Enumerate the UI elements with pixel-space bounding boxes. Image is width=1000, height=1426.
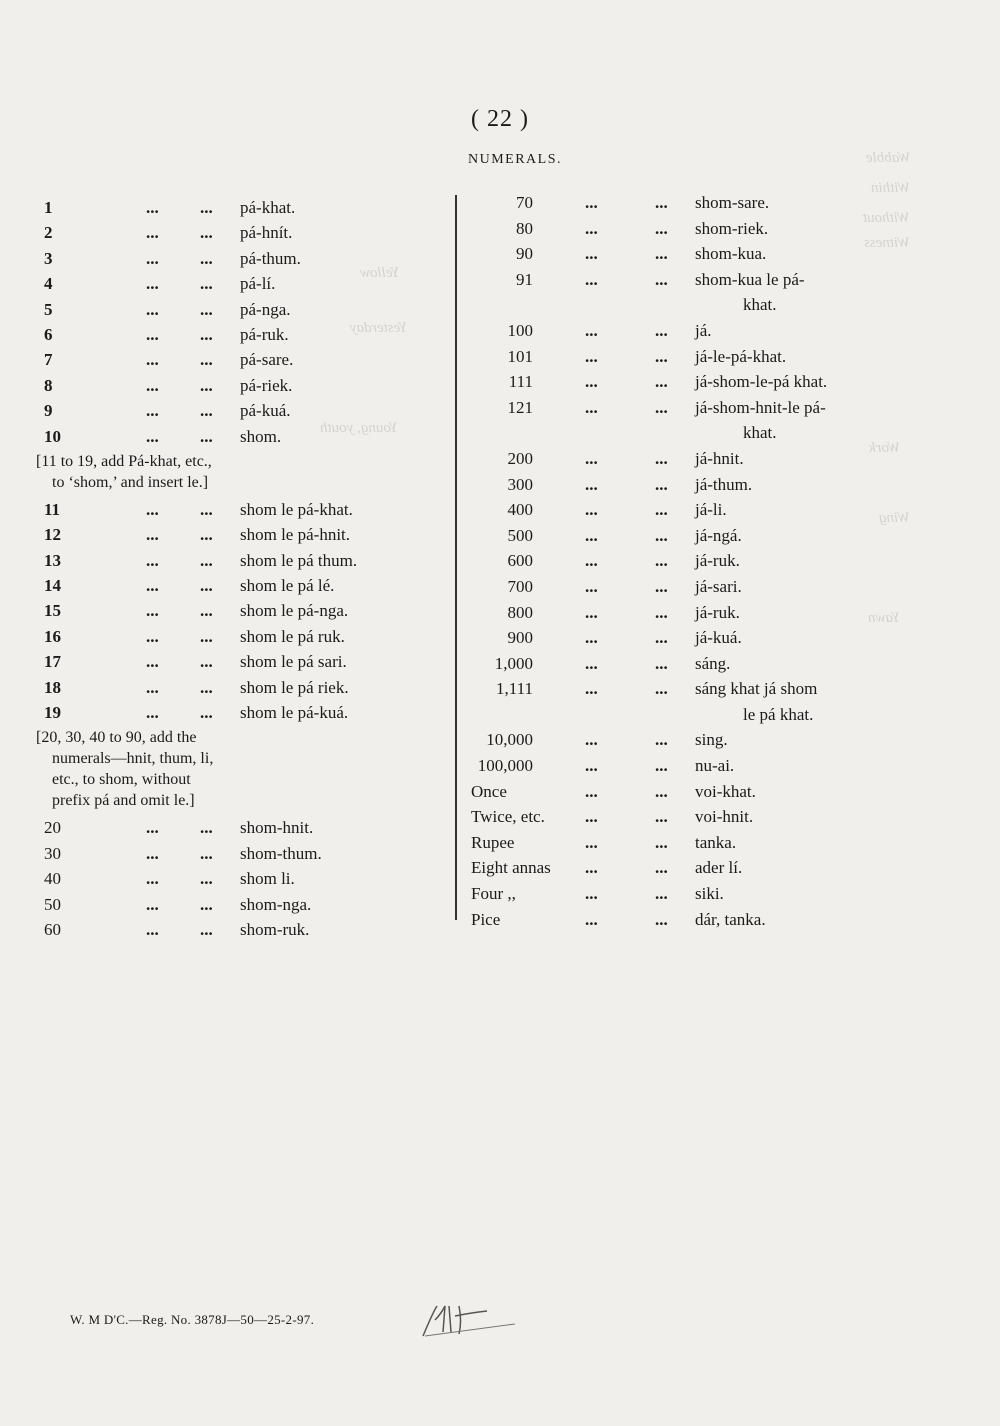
right-numeral-row	[465, 574, 895, 600]
leader-dots: ...	[146, 375, 159, 395]
numeral-label: 13	[44, 550, 61, 570]
numeral-label: 10	[44, 426, 61, 446]
leader-dots: ...	[655, 730, 668, 750]
leader-dots: ...	[200, 324, 213, 344]
numeral-translation: já-thum.	[695, 474, 753, 494]
leader-dots: ...	[585, 653, 598, 673]
right-numeral-row	[465, 267, 895, 293]
leader-dots: ...	[146, 894, 159, 914]
printer-imprint: W. M D'C.—Reg. No. 3878J—50—25-2-97.	[70, 1312, 315, 1327]
numeral-label: 600	[507, 551, 533, 571]
leader-dots: ...	[200, 525, 213, 545]
numeral-label: 700	[507, 576, 533, 596]
leader-dots: ...	[146, 703, 159, 723]
numeral-translation: sáng.	[695, 653, 731, 673]
numeral-translation: ader lí.	[695, 858, 743, 878]
numeral-label: Eight annas	[471, 858, 551, 878]
leader-dots: ...	[200, 601, 213, 621]
right-numeral-row	[465, 779, 895, 805]
numeral-label: Twice, etc.	[471, 807, 545, 827]
leader-dots: ...	[146, 576, 159, 596]
numeral-label: 2	[44, 223, 53, 243]
leader-dots: ...	[200, 223, 213, 243]
numeral-translation: shom le pá lé.	[240, 576, 335, 596]
left-numeral-row	[30, 322, 450, 347]
numeral-translation: pá-khat.	[240, 198, 296, 217]
numeral-label: 1,111	[496, 679, 533, 699]
numeral-label: 900	[507, 628, 533, 648]
numeral-label: 800	[507, 602, 533, 622]
leader-dots: ...	[585, 679, 598, 699]
leader-dots: ...	[655, 244, 668, 264]
bleed-through-text: Witness	[864, 235, 910, 251]
leader-dots: ...	[655, 193, 668, 212]
leader-dots: ...	[200, 426, 213, 446]
numeral-label: 6	[44, 324, 53, 344]
leader-dots: ...	[200, 919, 213, 939]
numeral-translation: shom le pá thum.	[240, 550, 358, 570]
bleed-through-text: Within	[870, 180, 910, 196]
numeral-translation: já-shom-hnit-le pá-	[695, 397, 826, 417]
right-numeral-row	[465, 804, 895, 830]
numeral-label: 70	[516, 193, 533, 212]
left-numeral-row	[30, 573, 450, 598]
leader-dots: ...	[200, 677, 213, 697]
right-numeral-row	[465, 190, 895, 216]
leader-dots: ...	[146, 919, 159, 939]
leader-dots: ...	[200, 652, 213, 672]
numeral-translation: nu-ai.	[695, 756, 735, 776]
numeral-translation: sáng khat já shom	[695, 679, 818, 699]
numeral-translation: já-ngá.	[695, 525, 742, 545]
leader-dots: ...	[585, 628, 598, 648]
note-line: prefix pá and omit le.]	[52, 792, 195, 810]
numeral-translation: voi-hnit.	[695, 807, 754, 827]
leader-dots: ...	[146, 626, 159, 646]
right-numeral-row	[465, 753, 895, 779]
leader-dots: ...	[655, 397, 668, 417]
numeral-translation: shom li.	[240, 869, 295, 889]
translation-continuation: le pá khat.	[743, 704, 814, 724]
numeral-translation: shom le pá ruk.	[240, 626, 345, 646]
note-line: [20, 30, 40 to 90, add the	[36, 729, 197, 747]
left-column	[30, 195, 450, 942]
numeral-translation: shom le pá-hnit.	[240, 525, 351, 545]
numeral-label: 9	[44, 401, 53, 421]
bleed-through-text: Yawn	[868, 610, 900, 626]
right-numeral-row	[465, 523, 895, 549]
leader-dots: ...	[655, 628, 668, 648]
numeral-translation: já-le-pá-khat.	[695, 346, 787, 366]
numeral-label: 80	[516, 218, 533, 238]
numeral-label: 4	[44, 274, 53, 294]
numeral-label: 14	[44, 576, 61, 596]
leader-dots: ...	[585, 551, 598, 571]
leader-dots: ...	[585, 909, 598, 929]
leader-dots: ...	[146, 274, 159, 294]
leader-dots: ...	[655, 781, 668, 801]
leader-dots: ...	[585, 244, 598, 264]
right-numeral-row	[465, 600, 895, 626]
left-numeral-row	[30, 700, 450, 725]
leader-dots: ...	[200, 703, 213, 723]
left-numeral-row	[30, 347, 450, 372]
numeral-translation: pá-riek.	[240, 375, 293, 395]
leader-dots: ...	[585, 448, 598, 468]
leader-dots: ...	[146, 248, 159, 268]
numeral-label: Four ,,	[471, 884, 516, 904]
numeral-label: 111	[508, 372, 533, 392]
column-divider	[455, 195, 457, 920]
leader-dots: ...	[655, 884, 668, 904]
numeral-label: 1,000	[494, 653, 533, 673]
leader-dots: ...	[585, 346, 598, 366]
numeral-label: 20	[44, 818, 61, 838]
leader-dots: ...	[146, 525, 159, 545]
numeral-label: 121	[507, 397, 533, 417]
leader-dots: ...	[146, 350, 159, 370]
right-numeral-row	[465, 651, 895, 677]
leader-dots: ...	[585, 756, 598, 776]
numeral-translation: pá-ruk.	[240, 324, 289, 344]
leader-dots: ...	[585, 269, 598, 289]
note-line: numerals—hnit, thum, li,	[52, 750, 214, 768]
numeral-label: 101	[507, 346, 533, 366]
leader-dots: ...	[200, 401, 213, 421]
numeral-translation: sing.	[695, 730, 728, 750]
right-numeral-row	[465, 344, 895, 370]
numeral-translation: shom le pá-nga.	[240, 601, 349, 621]
right-numeral-row	[465, 855, 895, 881]
left-numeral-row	[30, 497, 450, 522]
numeral-label: 16	[44, 626, 61, 646]
numeral-label: 18	[44, 677, 61, 697]
bleed-through-text: Wing	[879, 510, 910, 526]
numeral-label: 1	[44, 198, 53, 217]
leader-dots: ...	[146, 550, 159, 570]
leader-dots: ...	[146, 324, 159, 344]
numeral-translation: siki.	[695, 884, 724, 904]
left-numeral-row	[30, 866, 450, 891]
numeral-translation: pá-lí.	[240, 274, 276, 294]
right-numeral-row	[465, 881, 895, 907]
bleed-through-text: Without	[863, 210, 910, 226]
numeral-translation: pá-hnít.	[240, 223, 293, 243]
translation-continuation: khat.	[743, 295, 777, 315]
bleed-through-text: Wabble	[865, 150, 910, 166]
left-numeral-row	[30, 815, 450, 840]
leader-dots: ...	[585, 832, 598, 852]
left-numeral-row	[30, 841, 450, 866]
left-numeral-row	[30, 675, 450, 700]
numeral-label: 300	[507, 474, 533, 494]
leader-dots: ...	[655, 474, 668, 494]
numeral-label: 60	[44, 919, 61, 939]
leader-dots: ...	[585, 884, 598, 904]
numeral-label: 50	[44, 894, 61, 914]
numeral-translation: shom-kua.	[695, 244, 767, 264]
leader-dots: ...	[585, 372, 598, 392]
leader-dots: ...	[585, 576, 598, 596]
numeral-translation: já-hnit.	[695, 448, 744, 468]
right-numeral-row	[465, 548, 895, 574]
note-line: etc., to shom, without	[52, 771, 191, 789]
leader-dots: ...	[200, 818, 213, 838]
leader-dots: ...	[655, 525, 668, 545]
numeral-label: 12	[44, 525, 61, 545]
right-numeral-row	[465, 446, 895, 472]
numeral-translation: shom-hnit.	[240, 818, 314, 838]
right-numeral-row	[465, 216, 895, 242]
right-numeral-row	[465, 241, 895, 267]
leader-dots: ...	[585, 602, 598, 622]
leader-dots: ...	[655, 909, 668, 929]
translation-continuation: khat.	[743, 423, 777, 443]
numeral-label: 91	[516, 269, 533, 289]
numeral-translation: pá-nga.	[240, 299, 291, 319]
leader-dots: ...	[655, 602, 668, 622]
numeral-translation: já-kuá.	[695, 628, 742, 648]
right-numeral-row	[465, 727, 895, 753]
page-number: ( 22 )	[471, 106, 529, 132]
leader-dots: ...	[200, 299, 213, 319]
numeral-label: 10,000	[486, 730, 533, 750]
right-numeral-row	[465, 395, 895, 421]
numeral-label: 7	[44, 350, 53, 370]
leader-dots: ...	[200, 626, 213, 646]
numeral-label: 200	[507, 448, 533, 468]
left-numeral-row	[30, 548, 450, 573]
bleed-through-text: Yellow	[360, 265, 400, 281]
numeral-label: 8	[44, 375, 53, 395]
left-numeral-row	[30, 373, 450, 398]
numeral-label: 3	[44, 248, 53, 268]
numeral-label: 100,000	[477, 756, 533, 776]
numeral-translation: já-ruk.	[695, 602, 740, 622]
leader-dots: ...	[200, 350, 213, 370]
left-numeral-row	[30, 917, 450, 942]
numeral-label: 100	[507, 320, 533, 340]
leader-dots: ...	[146, 652, 159, 672]
leader-dots: ...	[655, 448, 668, 468]
numeral-translation: pá-sare.	[240, 350, 294, 370]
numeral-translation: pá-thum.	[240, 248, 301, 268]
left-numeral-row	[30, 424, 450, 449]
leader-dots: ...	[200, 198, 213, 217]
numeral-translation: shom.	[240, 426, 282, 446]
right-numeral-row	[465, 369, 895, 395]
numeral-label: 15	[44, 601, 61, 621]
leader-dots: ...	[585, 218, 598, 238]
leader-dots: ...	[146, 299, 159, 319]
numeral-label: 17	[44, 652, 61, 672]
numeral-translation: já-shom-le-pá khat.	[695, 372, 828, 392]
leader-dots: ...	[585, 781, 598, 801]
leader-dots: ...	[200, 869, 213, 889]
right-numeral-row	[465, 472, 895, 498]
numeral-translation: tanka.	[695, 832, 737, 852]
leader-dots: ...	[655, 858, 668, 878]
left-numeral-row	[30, 297, 450, 322]
numeral-translation: shom-ruk.	[240, 919, 310, 939]
leader-dots: ...	[146, 843, 159, 863]
leader-dots: ...	[585, 807, 598, 827]
right-numeral-row	[465, 830, 895, 856]
leader-dots: ...	[146, 426, 159, 446]
numeral-label: 30	[44, 843, 61, 863]
bleed-through-text: Work	[868, 440, 900, 456]
handwritten-initials	[415, 1302, 525, 1342]
numeral-translation: dár, tanka.	[695, 909, 766, 929]
leader-dots: ...	[655, 551, 668, 571]
note-line: [11 to 19, add Pá-khat, etc.,	[36, 452, 212, 470]
leader-dots: ...	[655, 218, 668, 238]
right-column	[465, 190, 895, 932]
leader-dots: ...	[200, 375, 213, 395]
numeral-translation: pá-kuá.	[240, 401, 291, 421]
numeral-translation: shom le pá riek.	[240, 677, 349, 697]
numeral-translation: shom le pá sari.	[240, 652, 347, 672]
left-numeral-row	[30, 522, 450, 547]
bleed-through-text: Young, youth	[320, 420, 398, 436]
leader-dots: ...	[146, 818, 159, 838]
right-numeral-row	[465, 318, 895, 344]
numeral-label: 40	[44, 869, 61, 889]
numeral-translation: já-ruk.	[695, 551, 740, 571]
left-numeral-row	[30, 220, 450, 245]
leader-dots: ...	[200, 499, 213, 519]
section-heading: NUMERALS.	[467, 152, 562, 167]
leader-dots: ...	[585, 193, 598, 212]
numeral-translation: voi-khat.	[695, 781, 756, 801]
leader-dots: ...	[655, 807, 668, 827]
leader-dots: ...	[655, 346, 668, 366]
leader-dots: ...	[200, 550, 213, 570]
leader-dots: ...	[146, 499, 159, 519]
leader-dots: ...	[146, 401, 159, 421]
numeral-translation: já.	[695, 320, 712, 340]
numeral-translation: shom-nga.	[240, 894, 312, 914]
leader-dots: ...	[655, 756, 668, 776]
left-numeral-row	[30, 271, 450, 296]
leader-dots: ...	[585, 500, 598, 520]
leader-dots: ...	[585, 730, 598, 750]
leader-dots: ...	[585, 858, 598, 878]
left-numeral-row	[30, 398, 450, 423]
numeral-label: 400	[507, 500, 533, 520]
numeral-translation: já-sari.	[695, 576, 742, 596]
bleed-through-text: Yesterday	[350, 320, 408, 336]
left-numeral-row	[30, 649, 450, 674]
leader-dots: ...	[655, 269, 668, 289]
leader-dots: ...	[200, 274, 213, 294]
numeral-translation: shom le pá-kuá.	[240, 703, 349, 723]
leader-dots: ...	[655, 320, 668, 340]
leader-dots: ...	[200, 894, 213, 914]
right-numeral-row	[465, 676, 895, 702]
leader-dots: ...	[585, 397, 598, 417]
leader-dots: ...	[146, 677, 159, 697]
numeral-label: 19	[44, 703, 61, 723]
numeral-translation: shom-kua le pá-	[695, 269, 805, 289]
numeral-translation: shom-thum.	[240, 843, 322, 863]
note-tens	[30, 725, 450, 815]
numeral-label: 11	[44, 499, 61, 519]
leader-dots: ...	[146, 223, 159, 243]
leader-dots: ...	[585, 525, 598, 545]
left-numeral-row	[30, 246, 450, 271]
leader-dots: ...	[200, 576, 213, 596]
right-numeral-row	[465, 625, 895, 651]
left-numeral-row	[30, 624, 450, 649]
leader-dots: ...	[585, 474, 598, 494]
left-numeral-row	[30, 195, 450, 220]
numeral-translation: shom-riek.	[695, 218, 769, 238]
numeral-label: 500	[507, 525, 533, 545]
numeral-label: 90	[516, 244, 533, 264]
leader-dots: ...	[200, 843, 213, 863]
leader-dots: ...	[146, 601, 159, 621]
leader-dots: ...	[655, 653, 668, 673]
leader-dots: ...	[146, 869, 159, 889]
numeral-label: Once	[471, 781, 507, 801]
leader-dots: ...	[146, 198, 159, 217]
leader-dots: ...	[655, 372, 668, 392]
right-numeral-row	[465, 497, 895, 523]
right-numeral-row	[465, 907, 895, 933]
numeral-label: Rupee	[471, 832, 515, 852]
left-numeral-row	[30, 892, 450, 917]
leader-dots: ...	[200, 248, 213, 268]
leader-dots: ...	[585, 320, 598, 340]
numeral-translation: shom le pá-khat.	[240, 499, 353, 519]
numeral-label: Pice	[471, 909, 501, 929]
leader-dots: ...	[655, 500, 668, 520]
leader-dots: ...	[655, 576, 668, 596]
note-eleven-to-nineteen	[30, 449, 450, 497]
numeral-label: 5	[44, 299, 53, 319]
numeral-translation: shom-sare.	[695, 193, 770, 212]
note-line: to ‘shom,’ and insert le.]	[52, 473, 209, 491]
leader-dots: ...	[655, 679, 668, 699]
left-numeral-row	[30, 598, 450, 623]
leader-dots: ...	[655, 832, 668, 852]
numeral-translation: já-li.	[695, 500, 727, 520]
